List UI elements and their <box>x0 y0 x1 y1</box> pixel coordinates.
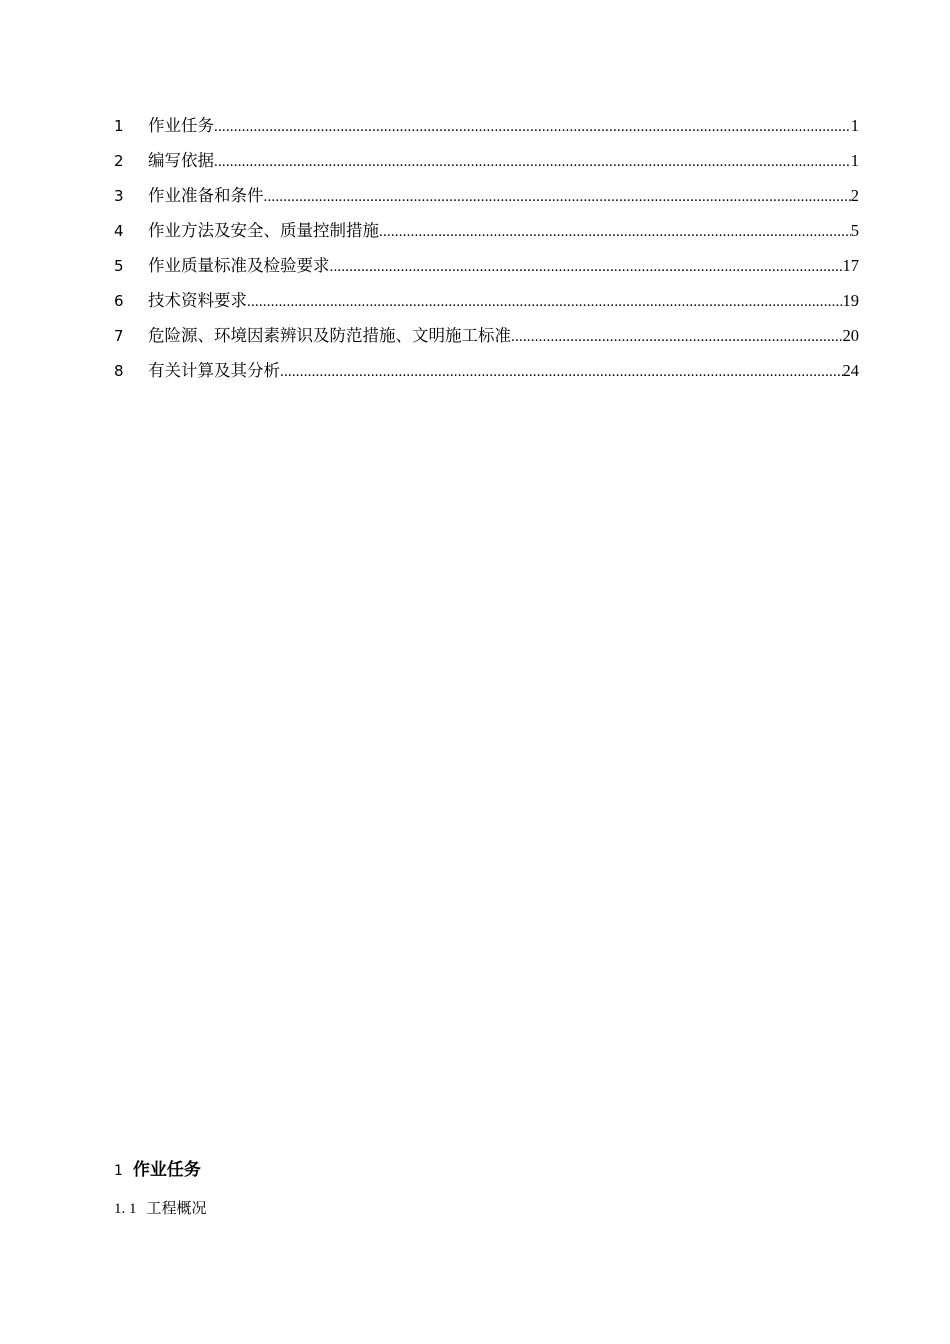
toc-leader-dots <box>280 359 843 385</box>
toc-entry-1[interactable] <box>114 113 859 148</box>
toc-entry-title: 技术资料要求 <box>148 291 247 310</box>
toc-entry-page: 1 <box>850 151 859 170</box>
subsection-number: 1. 1 <box>114 1201 137 1217</box>
toc-entry-7[interactable] <box>114 323 859 358</box>
table-of-contents <box>114 113 859 393</box>
toc-entry-number: 6 <box>114 292 124 310</box>
toc-entry-6[interactable] <box>114 288 859 323</box>
toc-entry-number: 1 <box>114 117 124 135</box>
subsection-heading <box>114 1197 207 1218</box>
toc-entry-page: 2 <box>850 186 859 205</box>
toc-entry-3[interactable] <box>114 183 859 218</box>
toc-leader-dots <box>214 114 851 140</box>
toc-entry-page: 20 <box>842 326 859 345</box>
toc-entry-number: 3 <box>114 187 124 205</box>
toc-entry-number: 5 <box>114 257 124 275</box>
toc-leader-dots <box>330 254 843 280</box>
toc-entry-title: 编写依据 <box>148 151 214 170</box>
toc-entry-number: 7 <box>114 327 124 345</box>
subsection-title: 工程概况 <box>146 1199 207 1217</box>
toc-leader-dots <box>264 184 851 210</box>
toc-leader-dots <box>214 149 851 175</box>
toc-leader-dots <box>247 289 843 315</box>
toc-entry-title: 作业任务 <box>148 116 214 135</box>
section-number: 1 <box>114 1163 123 1179</box>
toc-entry-number: 2 <box>114 152 124 170</box>
toc-leader-dots <box>511 324 843 350</box>
toc-entry-title: 作业方法及安全、质量控制措施 <box>148 221 379 240</box>
toc-entry-number: 4 <box>114 222 124 240</box>
toc-leader-dots <box>379 219 851 245</box>
toc-entry-2[interactable] <box>114 148 859 183</box>
toc-entry-page: 5 <box>850 221 859 240</box>
toc-entry-title: 作业质量标准及检验要求 <box>148 256 330 275</box>
toc-entry-title: 作业准备和条件 <box>148 186 264 205</box>
toc-entry-title: 危险源、环境因素辨识及防范措施、文明施工标准 <box>148 326 511 345</box>
toc-entry-page: 24 <box>842 361 859 380</box>
toc-entry-page: 17 <box>842 256 859 275</box>
toc-entry-page: 1 <box>850 116 859 135</box>
toc-entry-number: 8 <box>114 362 124 380</box>
toc-entry-4[interactable] <box>114 218 859 253</box>
toc-entry-title: 有关计算及其分析 <box>148 361 280 380</box>
section-title: 作业任务 <box>132 1160 201 1180</box>
toc-entry-5[interactable] <box>114 253 859 288</box>
toc-entry-8[interactable] <box>114 358 859 393</box>
section-heading <box>114 1155 201 1180</box>
toc-entry-page: 19 <box>842 291 859 310</box>
